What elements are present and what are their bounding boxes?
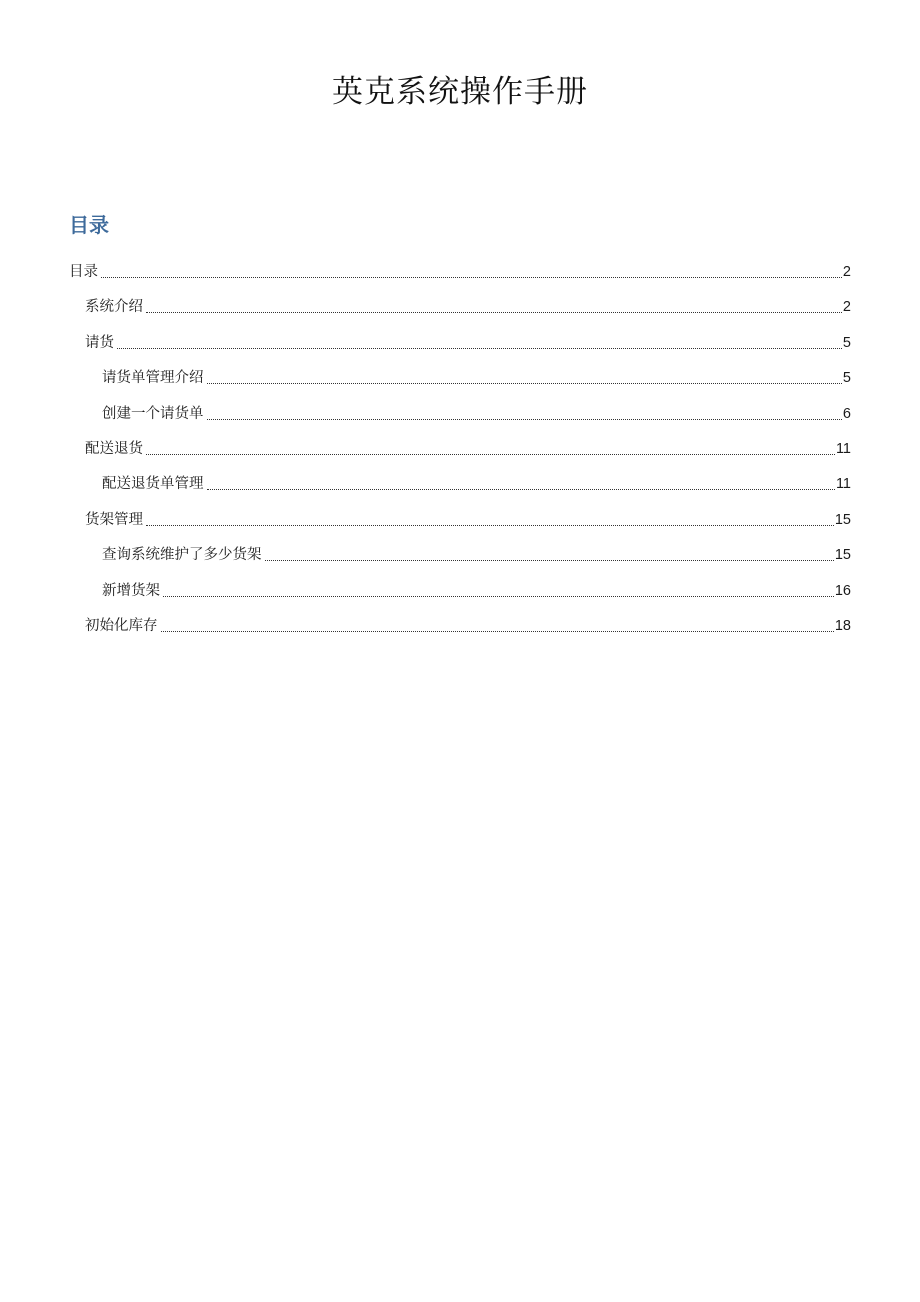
toc-dot-leader (207, 489, 835, 490)
toc-entry[interactable] (102, 353, 851, 388)
toc-entry-label: 初始化库存 (85, 618, 158, 634)
toc-entry[interactable] (102, 566, 851, 601)
toc-entry-page: 5 (842, 370, 851, 387)
toc-entry-label: 请货单管理介绍 (102, 370, 204, 387)
toc-dot-leader (161, 631, 834, 632)
toc-entry[interactable] (102, 459, 851, 494)
toc-entry[interactable] (85, 424, 851, 459)
toc-entry-label: 配送退货单管理 (102, 476, 204, 493)
toc-dot-leader (146, 454, 835, 455)
toc-entry-page: 2 (842, 299, 851, 316)
toc-entry-page: 6 (842, 405, 851, 422)
toc-entry[interactable] (85, 318, 851, 353)
toc-dot-leader (163, 596, 834, 597)
toc-entry-page: 2 (842, 264, 851, 280)
toc-entry-label: 配送退货 (85, 441, 143, 457)
toc-heading: 目录 (69, 213, 109, 237)
toc-entry-label: 查询系统维护了多少货架 (102, 547, 262, 564)
toc-dot-leader (146, 525, 834, 526)
toc-entry-page: 5 (842, 334, 851, 351)
toc-entry-page: 11 (835, 441, 851, 457)
toc-entry-label: 请货 (85, 334, 114, 351)
toc-entry-page: 11 (835, 476, 851, 493)
toc-entry-label: 目录 (69, 264, 98, 280)
toc-entry[interactable] (69, 247, 851, 282)
toc-entry-label: 新增货架 (102, 582, 160, 599)
toc-dot-leader (265, 560, 834, 561)
toc-entry[interactable] (85, 282, 851, 317)
toc-dot-leader (117, 348, 842, 349)
toc-entry-page: 15 (834, 511, 851, 528)
toc-entry[interactable] (102, 389, 851, 424)
document-title: 英克系统操作手册 (332, 74, 588, 110)
toc-entry-label: 系统介绍 (85, 299, 143, 316)
toc-entry[interactable] (85, 601, 851, 636)
toc-entry-label: 货架管理 (85, 511, 143, 528)
toc-entry-page: 16 (834, 582, 851, 599)
toc-dot-leader (207, 383, 842, 384)
toc-entry-page: 18 (834, 618, 851, 634)
toc-dot-leader (146, 312, 842, 313)
toc-entry-page: 15 (834, 547, 851, 564)
toc-dot-leader (207, 419, 842, 420)
toc-entry[interactable] (102, 530, 851, 565)
toc-dot-leader (101, 277, 842, 278)
toc-entry-label: 创建一个请货单 (102, 405, 204, 422)
toc-entry[interactable] (85, 495, 851, 530)
